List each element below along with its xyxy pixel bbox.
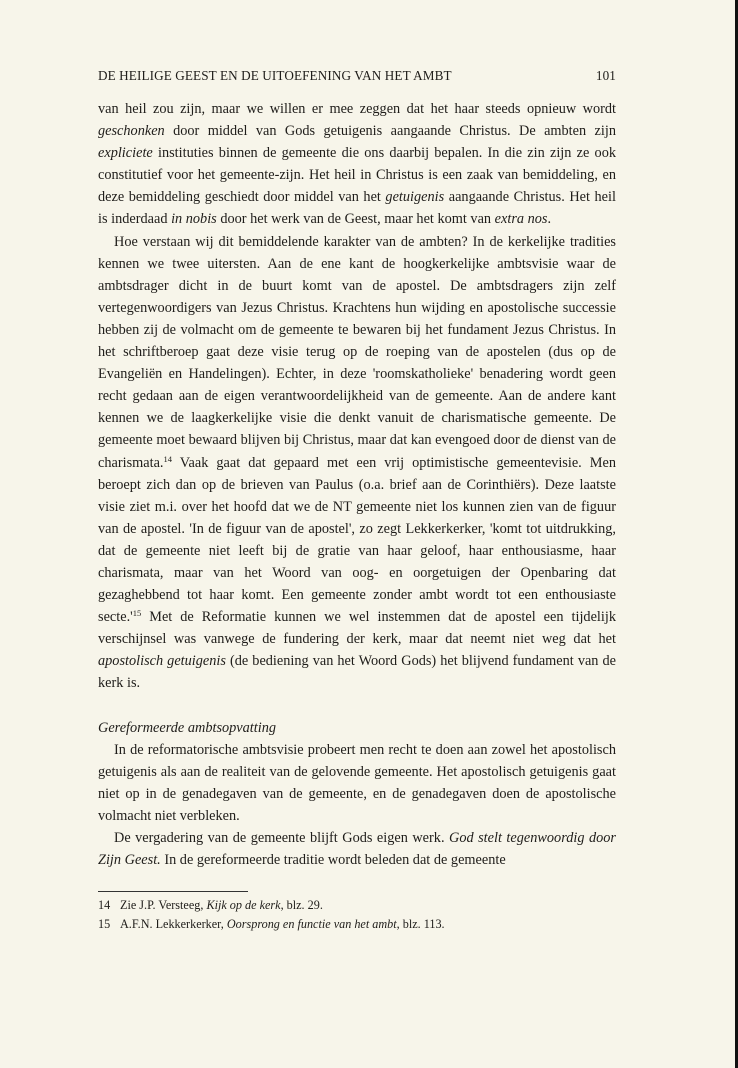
italic-run: God stelt tegenwoordig door Zijn Geest. (98, 830, 616, 869)
section-heading: Gereformeerde ambtsopvatting (98, 719, 277, 736)
italic-run: Kijk op de kerk (206, 898, 281, 913)
italic-run: geschonken (98, 123, 165, 140)
text-run: . (547, 211, 552, 228)
running-title: DE HEILIGE GEEST EN DE UITOEFENING VAN HET AMBT (98, 68, 452, 83)
text-run: (de bediening van het Woord Gods) het blijvend fundament van de kerk is. (98, 653, 616, 692)
footnote-rule (98, 891, 248, 892)
text-run: In de gereformeerde traditie wordt beleden dat de gemeente (160, 852, 506, 869)
text-run: Vaak gaat dat gepaard met een vrij optimistische gemeentevisie. Men beroept zich dan op de brieven van Paulus (o.a. brief aan de Corinthiërs). Deze laatste visie ziet m.i. over het hoofd dat we de NT gemeente niet los kunnen zien van de figuur van de apostel. 'In de figuur van de apostel', zo zegt Lekkerkerker, 'komt tot uitdrukking, dat de gemeente niet leeft bij de gratie van haar geloof, haar enthousiasme, haar charismata, maar van het Woord van oog- en oorgetuigen der Openbaring dat gezaghebbend tot haar komt. Een gemeente zonder ambt wordt tot een enthousiaste secte.' (98, 454, 616, 626)
text-run: De vergadering van de gemeente blijft Gods eigen werk. (114, 830, 449, 846)
footnote-text (120, 915, 445, 934)
text-run: , blz. 113. (396, 916, 445, 931)
text-run: Zie J.P. Versteeg, (120, 898, 207, 913)
paragraph-1 (98, 98, 616, 231)
footnote-ref-14[interactable]: 14 (163, 453, 172, 464)
footnote-number: 15 (98, 916, 111, 931)
italic-run: extra nos (494, 211, 548, 228)
italic-run: apostolisch getuigenis (98, 653, 226, 670)
footnote-14 (98, 896, 616, 915)
running-header (98, 68, 616, 84)
text-run: A.F.N. Lekkerkerker, (120, 916, 227, 931)
italic-run: expliciete (98, 145, 153, 162)
italic-run: in nobis (171, 211, 217, 228)
text-run: aangaande Christus. Het heil is inderdaad (98, 189, 616, 228)
text-run: Met de Reformatie kunnen we wel instemmen dat de apostel een tijdelijk verschijnsel was vanwege de fundering der kerk, maar dat neemt niet weg dat het (98, 609, 616, 648)
footnotes (98, 896, 616, 933)
text-run: door het werk van de Geest, maar het komt van (216, 211, 495, 228)
italic-run: Oorsprong en functie van het ambt (226, 916, 397, 931)
text-run: instituties binnen de gemeente die ons daarbij bepalen. In die zin zijn ze ook constitutief voor het gemeente-zijn. Het heil in Christus is een zaak van bemiddeling, en deze bemiddeling geschiedt door middel van het (98, 145, 616, 206)
paragraph-2 (98, 231, 616, 695)
body-text (98, 98, 616, 871)
page-number: 101 (595, 68, 616, 83)
text-run: door middel van Gods getuigenis aangaande Christus. De ambten zijn (164, 123, 616, 140)
footnote-number: 14 (98, 898, 111, 913)
text-run: van heil zou zijn, maar we willen er mee zeggen dat het haar steeds opnieuw wordt (98, 101, 616, 117)
book-page (98, 68, 616, 933)
footnote-text (120, 896, 323, 915)
footnote-15 (98, 915, 616, 934)
italic-run: getuigenis (385, 189, 445, 206)
footnote-ref-15[interactable]: 15 (132, 608, 142, 619)
paragraph-3 (98, 739, 616, 827)
text-run: Hoe verstaan wij dit bemiddelende karakter van de ambten? In de kerkelijke tradities kennen we twee uitersten. Aan de ene kant de hoogkerkelijke ambtsvisie waar de ambtsdrager dicht in de buurt komt van de apostel. De ambtsdragers zijn zelf vertegenwoordigers van Jezus Christus. Krachtens hun wijding en apostolische successie hebben zij de volmacht om de gemeente te bewaren bij het fundament Jezus Christus. In het schriftberoep gaat deze visie terug op de roeping van de apostelen (dus op de Evangeliën en Handelingen). Echter, in deze 'roomskatholieke' benadering wordt geen recht gedaan aan de eigen verantwoordelijkheid van de gemeente. Aan de andere kant kennen we de laagkerkelijke visie die denkt vanuit de charismatische gemeente. De gemeente moet bewaard blijven bij Christus, maar dat kan evengoed door de dienst van de charismata. (98, 233, 616, 471)
text-run: , blz. 29. (280, 898, 323, 913)
text-run: In de reformatorische ambtsvisie probeert men recht te doen aan zowel het apostolisch getuigenis als aan de realiteit van de gelovende gemeente. Het apostolisch getuigenis gaat niet op in de genadegaven van de gemeente, en de genadegaven doen de apostolische volmacht niet verbleken. (98, 741, 616, 824)
paragraph-4 (98, 827, 616, 871)
